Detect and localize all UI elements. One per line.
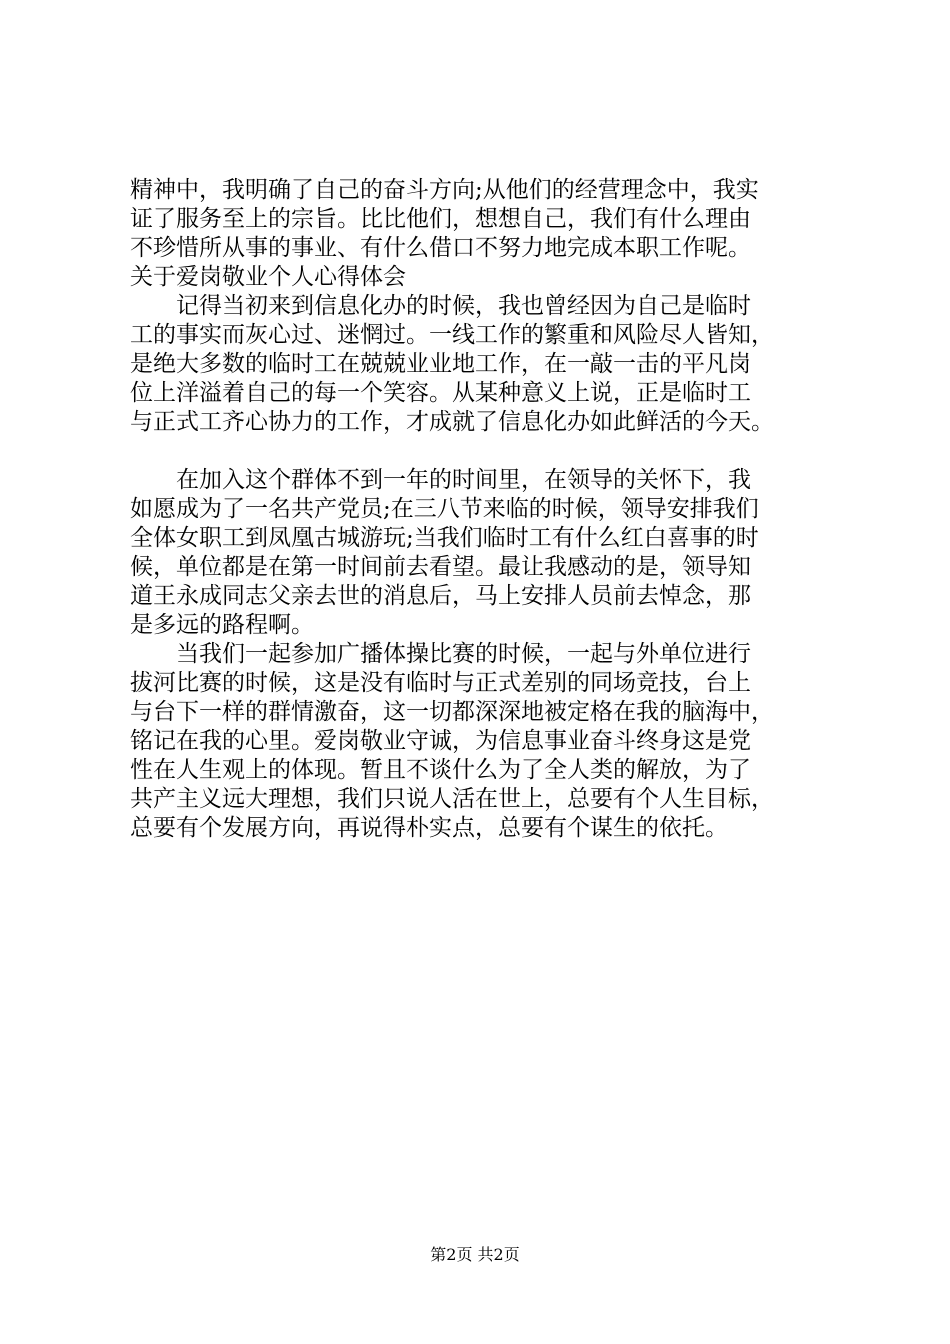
- intro-paragraph: [130, 176, 840, 263]
- page-number: 第2页 共2页: [430, 1245, 520, 1264]
- text-line: 位上洋溢着自己的每一个笑容。从某种意义上说，正是临时工: [130, 380, 751, 406]
- text-line: 全体女职工到凤凰古城游玩;当我们临时工有什么红白喜事的时: [130, 525, 759, 551]
- section-heading: 关于爱岗敬业个人心得体会: [130, 264, 406, 290]
- text-line: 与台下一样的群情激奋，这一切都深深地被定格在我的脑海中，: [130, 699, 774, 725]
- text-line: 在加入这个群体不到一年的时间里，在领导的关怀下，我: [176, 467, 751, 493]
- text-line: 是多远的路程啊。: [130, 612, 314, 638]
- text-line: 拔河比赛的时候，这是没有临时与正式差别的同场竞技，台上: [130, 670, 751, 696]
- page-footer: [0, 1244, 950, 1266]
- paragraph-2: [130, 466, 840, 640]
- text-line: 证了服务至上的宗旨。比比他们，想想自己，我们有什么理由: [130, 206, 751, 232]
- text-line: 记得当初来到信息化办的时候，我也曾经因为自己是临时: [176, 293, 751, 319]
- paragraph-3: [130, 640, 840, 843]
- text-line: 铭记在我的心里。爱岗敬业守诚，为信息事业奋斗终身这是党: [130, 728, 751, 754]
- text-line: 性在人生观上的体现。暂且不谈什么为了全人类的解放，为了: [130, 757, 751, 783]
- text-line: 当我们一起参加广播体操比赛的时候，一起与外单位进行: [176, 641, 751, 667]
- text-line: 工的事实而灰心过、迷惘过。一线工作的繁重和风险尽人皆知，: [130, 322, 774, 348]
- paragraph-gap: [130, 437, 840, 466]
- text-line: 精神中，我明确了自己的奋斗方向;从他们的经营理念中，我实: [130, 177, 759, 203]
- text-line: 与正式工齐心协力的工作，才成就了信息化办如此鲜活的今天。: [130, 409, 774, 435]
- text-line: 候，单位都是在第一时间前去看望。最让我感动的是，领导知: [130, 554, 751, 580]
- text-line: 道王永成同志父亲去世的消息后，马上安排人员前去悼念，那: [130, 583, 751, 609]
- paragraph-1: [130, 292, 840, 437]
- text-line: 是绝大多数的临时工在兢兢业业地工作，在一敲一击的平凡岗: [130, 351, 751, 377]
- text-line: 总要有个发展方向，再说得朴实点，总要有个谋生的依托。: [130, 815, 728, 841]
- text-line: 共产主义远大理想，我们只说人活在世上，总要有个人生目标，: [130, 786, 774, 812]
- text-line: 如愿成为了一名共产党员;在三八节来临的时候，领导安排我们: [130, 496, 759, 522]
- document-body: [130, 176, 840, 843]
- text-line: 不珍惜所从事的事业、有什么借口不努力地完成本职工作呢。: [130, 235, 751, 261]
